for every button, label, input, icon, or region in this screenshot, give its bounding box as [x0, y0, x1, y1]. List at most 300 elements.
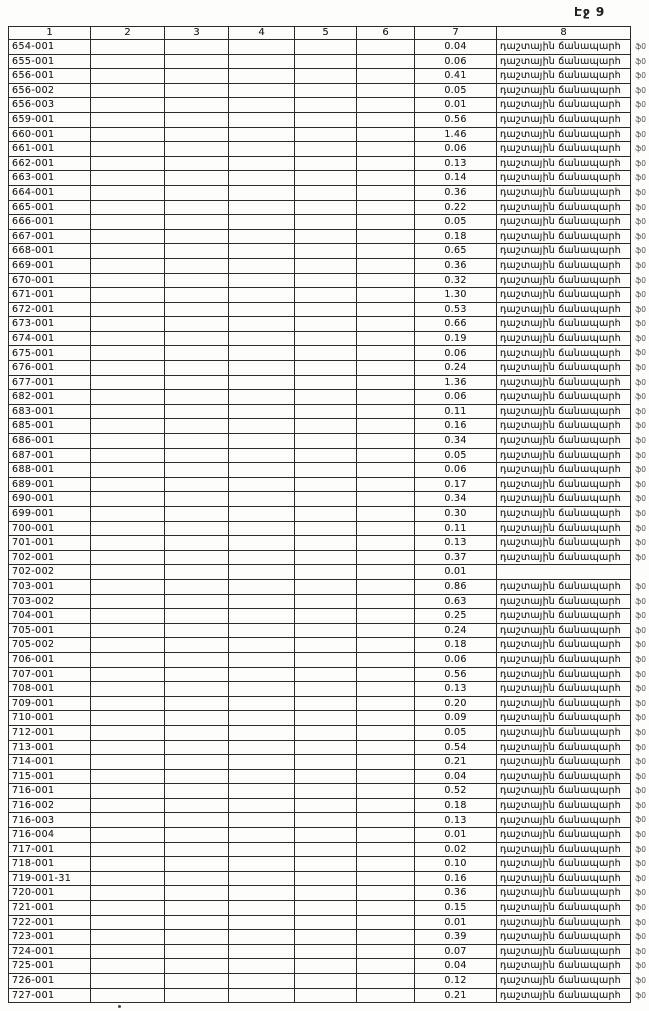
land-use-text: դաշտային ճանապարհ — [500, 551, 621, 563]
land-use-text: դաշտային ճանապարհ — [500, 157, 621, 169]
edge-mark: ֆ0 — [635, 129, 646, 139]
land-use-text: դաշտային ճանապարհ — [500, 756, 621, 768]
land-use-text: դաշտային ճանապարհ — [500, 41, 621, 53]
empty-cell — [165, 477, 229, 492]
land-use-cell — [497, 565, 631, 580]
land-use-cell — [497, 915, 646, 930]
land-use-cell — [497, 842, 646, 857]
empty-cell — [357, 915, 415, 930]
edge-mark: ֆ0 — [635, 727, 646, 737]
edge-mark: ֆ0 — [635, 494, 646, 504]
empty-cell — [295, 419, 357, 434]
empty-cell — [165, 302, 229, 317]
empty-cell — [91, 798, 165, 813]
table-row — [9, 346, 631, 361]
empty-cell — [165, 784, 229, 799]
land-use-cell — [497, 623, 646, 638]
parcel-code-cell: 713-001 — [9, 740, 91, 755]
table-row — [9, 813, 631, 828]
area-cell: 0.36 — [415, 258, 497, 273]
table-row — [9, 434, 631, 449]
table-row — [9, 725, 631, 740]
area-cell: 0.36 — [415, 185, 497, 200]
area-cell: 0.06 — [415, 346, 497, 361]
empty-cell — [165, 40, 229, 55]
edge-mark: ֆ0 — [635, 946, 646, 956]
empty-cell — [229, 463, 295, 478]
empty-cell — [295, 579, 357, 594]
land-use-cell — [497, 390, 646, 405]
table-row — [9, 609, 631, 624]
edge-mark: ֆ0 — [635, 202, 646, 212]
empty-cell — [357, 215, 415, 230]
table-row — [9, 550, 631, 565]
empty-cell — [165, 944, 229, 959]
edge-mark: ֆ0 — [635, 304, 646, 314]
empty-cell — [357, 331, 415, 346]
empty-cell — [165, 404, 229, 419]
land-use-cell — [497, 185, 646, 200]
empty-cell — [165, 112, 229, 127]
area-cell: 0.07 — [415, 944, 497, 959]
empty-cell — [357, 390, 415, 405]
empty-cell — [165, 98, 229, 113]
empty-cell — [357, 171, 415, 186]
area-cell: 0.86 — [415, 579, 497, 594]
table-row — [9, 682, 631, 697]
parcel-code-cell: 660-001 — [9, 127, 91, 142]
empty-cell — [91, 711, 165, 726]
area-cell: 0.24 — [415, 361, 497, 376]
empty-cell — [357, 857, 415, 872]
empty-cell — [165, 200, 229, 215]
area-cell: 0.06 — [415, 390, 497, 405]
empty-cell — [229, 974, 295, 989]
empty-cell — [295, 565, 357, 580]
empty-cell — [295, 536, 357, 551]
land-use-cell — [497, 215, 646, 230]
empty-cell — [229, 331, 295, 346]
table-row — [9, 944, 631, 959]
table-row — [9, 842, 631, 857]
land-use-text: դաշտային ճանապարհ — [500, 537, 621, 549]
edge-mark: ֆ0 — [635, 538, 646, 548]
column-header-5: 5 — [295, 27, 357, 40]
edge-mark: ֆ0 — [635, 56, 646, 66]
empty-cell — [357, 229, 415, 244]
land-use-text: դաշտային ճանապարհ — [500, 975, 621, 987]
land-use-text: դաշտային ճանապարհ — [500, 814, 621, 826]
empty-cell — [295, 769, 357, 784]
edge-mark: ֆ0 — [635, 917, 646, 927]
land-use-text: դաշտային ճանապարհ — [500, 274, 621, 286]
table-row — [9, 915, 631, 930]
land-use-text: դաշտային ճանապարհ — [500, 464, 621, 476]
area-cell: 0.05 — [415, 215, 497, 230]
empty-cell — [91, 434, 165, 449]
area-cell: 0.36 — [415, 886, 497, 901]
land-use-text: դաշտային ճանապարհ — [500, 639, 621, 651]
empty-cell — [295, 156, 357, 171]
empty-cell — [295, 404, 357, 419]
empty-cell — [165, 258, 229, 273]
edge-mark: ֆ0 — [635, 260, 646, 270]
page-number: Էջ 9 — [574, 5, 606, 19]
empty-cell — [229, 901, 295, 916]
empty-cell — [295, 901, 357, 916]
table-row — [9, 740, 631, 755]
empty-cell — [229, 944, 295, 959]
land-use-text: դաշտային ճանապարհ — [500, 581, 621, 593]
empty-cell — [357, 185, 415, 200]
land-use-text: դաշտային ճանապարհ — [500, 493, 621, 505]
empty-cell — [295, 98, 357, 113]
area-cell: 0.13 — [415, 536, 497, 551]
parcel-code-cell: 656-003 — [9, 98, 91, 113]
edge-mark: ֆ0 — [635, 552, 646, 562]
parcel-code-cell: 677-001 — [9, 375, 91, 390]
area-cell: 0.20 — [415, 696, 497, 711]
land-use-cell — [497, 579, 646, 594]
edge-mark: ֆ0 — [635, 698, 646, 708]
land-use-cell — [497, 69, 646, 84]
empty-cell — [357, 930, 415, 945]
empty-cell — [165, 288, 229, 303]
parcel-code-cell: 719-001-31 — [9, 871, 91, 886]
table-row — [9, 828, 631, 843]
empty-cell — [295, 492, 357, 507]
table-row — [9, 463, 631, 478]
area-cell: 0.65 — [415, 244, 497, 259]
edge-mark: ֆ0 — [635, 669, 646, 679]
land-use-text: դաշտային ճանապարհ — [500, 668, 621, 680]
empty-cell — [91, 448, 165, 463]
empty-cell — [229, 696, 295, 711]
empty-cell — [91, 142, 165, 157]
parcel-code-cell: 687-001 — [9, 448, 91, 463]
land-use-text: դաշտային ճանապարհ — [500, 128, 621, 140]
empty-cell — [357, 463, 415, 478]
empty-cell — [165, 901, 229, 916]
area-cell: 0.06 — [415, 652, 497, 667]
area-cell: 0.12 — [415, 974, 497, 989]
area-cell: 0.17 — [415, 477, 497, 492]
land-use-text: դաշտային ճանապարհ — [500, 712, 621, 724]
column-header-8: 8 — [497, 27, 631, 40]
empty-cell — [357, 244, 415, 259]
table-row — [9, 404, 631, 419]
area-cell: 0.66 — [415, 317, 497, 332]
empty-cell — [229, 69, 295, 84]
parcel-code-cell: 662-001 — [9, 156, 91, 171]
land-use-text: դաշտային ճանապարհ — [500, 99, 621, 111]
empty-cell — [229, 317, 295, 332]
parcel-code-cell: 671-001 — [9, 288, 91, 303]
empty-cell — [357, 813, 415, 828]
table-row — [9, 974, 631, 989]
table-row — [9, 361, 631, 376]
edge-mark: ֆ0 — [635, 800, 646, 810]
table-row — [9, 521, 631, 536]
parcel-code-cell: 672-001 — [9, 302, 91, 317]
empty-cell — [229, 755, 295, 770]
empty-cell — [91, 215, 165, 230]
empty-cell — [295, 974, 357, 989]
empty-cell — [165, 769, 229, 784]
land-use-cell — [497, 682, 646, 697]
land-use-text: դաշտային ճանապարհ — [500, 216, 621, 228]
empty-cell — [165, 434, 229, 449]
empty-cell — [165, 594, 229, 609]
empty-cell — [165, 638, 229, 653]
empty-cell — [357, 127, 415, 142]
empty-cell — [229, 390, 295, 405]
table-row — [9, 127, 631, 142]
empty-cell — [357, 828, 415, 843]
table-row — [9, 857, 631, 872]
edge-mark: ֆ0 — [635, 654, 646, 664]
table-row — [9, 536, 631, 551]
land-use-cell — [497, 784, 646, 799]
edge-mark: ֆ0 — [635, 713, 646, 723]
table-row — [9, 871, 631, 886]
land-use-text: դաշտային ճանապարհ — [500, 362, 621, 374]
empty-cell — [91, 988, 165, 1003]
empty-cell — [357, 579, 415, 594]
land-use-text: դաշտային ճանապարհ — [500, 508, 621, 520]
edge-mark: ֆ0 — [635, 581, 646, 591]
empty-cell — [165, 536, 229, 551]
land-use-cell — [497, 725, 646, 740]
edge-mark: ֆ0 — [635, 436, 646, 446]
parcel-code-cell: 708-001 — [9, 682, 91, 697]
parcel-code-cell: 663-001 — [9, 171, 91, 186]
empty-cell — [229, 258, 295, 273]
empty-cell — [295, 813, 357, 828]
table-row — [9, 390, 631, 405]
empty-cell — [91, 258, 165, 273]
empty-cell — [91, 331, 165, 346]
land-use-text: դաշտային ճանապարհ — [500, 960, 621, 972]
parcel-code-cell: 703-001 — [9, 579, 91, 594]
edge-mark: ֆ0 — [635, 333, 646, 343]
land-use-cell — [497, 404, 646, 419]
parcel-table — [8, 26, 646, 1003]
area-cell: 0.56 — [415, 112, 497, 127]
empty-cell — [229, 609, 295, 624]
empty-cell — [295, 550, 357, 565]
table-row — [9, 579, 631, 594]
empty-cell — [91, 682, 165, 697]
edge-mark: ֆ0 — [635, 363, 646, 373]
parcel-code-cell: 676-001 — [9, 361, 91, 376]
land-use-cell — [497, 463, 646, 478]
land-use-cell — [497, 696, 646, 711]
land-use-cell — [497, 988, 646, 1003]
edge-mark: ֆ0 — [635, 392, 646, 402]
empty-cell — [165, 828, 229, 843]
empty-cell — [229, 594, 295, 609]
empty-cell — [229, 507, 295, 522]
land-use-text: դաշտային ճանապարհ — [500, 332, 621, 344]
empty-cell — [357, 346, 415, 361]
empty-cell — [229, 54, 295, 69]
empty-cell — [295, 69, 357, 84]
empty-cell — [91, 83, 165, 98]
empty-cell — [91, 98, 165, 113]
column-header-2: 2 — [91, 27, 165, 40]
empty-cell — [165, 667, 229, 682]
empty-cell — [165, 725, 229, 740]
empty-cell — [165, 331, 229, 346]
empty-cell — [165, 798, 229, 813]
parcel-code-cell: 688-001 — [9, 463, 91, 478]
land-use-cell — [497, 112, 646, 127]
empty-cell — [295, 83, 357, 98]
empty-cell — [357, 842, 415, 857]
empty-cell — [295, 944, 357, 959]
land-use-text: դաշտային ճանապարհ — [500, 653, 621, 665]
edge-mark: ֆ0 — [635, 231, 646, 241]
edge-mark: ֆ0 — [635, 71, 646, 81]
edge-mark: ֆ0 — [635, 319, 646, 329]
edge-mark: ֆ0 — [635, 100, 646, 110]
land-use-cell — [497, 477, 646, 492]
empty-cell — [229, 959, 295, 974]
table-row — [9, 288, 631, 303]
empty-cell — [165, 652, 229, 667]
edge-mark: ֆ0 — [635, 217, 646, 227]
empty-cell — [91, 579, 165, 594]
edge-mark: ֆ0 — [635, 903, 646, 913]
land-use-cell — [497, 273, 646, 288]
empty-cell — [91, 244, 165, 259]
empty-cell — [91, 200, 165, 215]
empty-cell — [165, 579, 229, 594]
empty-cell — [357, 404, 415, 419]
empty-cell — [165, 215, 229, 230]
empty-cell — [229, 784, 295, 799]
empty-cell — [295, 988, 357, 1003]
edge-mark: ֆ0 — [635, 596, 646, 606]
empty-cell — [91, 127, 165, 142]
area-cell: 0.09 — [415, 711, 497, 726]
empty-cell — [295, 857, 357, 872]
empty-cell — [165, 54, 229, 69]
table-row — [9, 156, 631, 171]
land-use-cell — [497, 652, 646, 667]
edge-mark: ֆ0 — [635, 509, 646, 518]
empty-cell — [295, 477, 357, 492]
empty-cell — [165, 842, 229, 857]
parcel-code-cell: 705-002 — [9, 638, 91, 653]
edge-mark: ֆ0 — [635, 830, 646, 840]
land-use-cell — [497, 142, 646, 157]
parcel-code-cell: 683-001 — [9, 404, 91, 419]
empty-cell — [357, 258, 415, 273]
empty-cell — [295, 317, 357, 332]
empty-cell — [91, 40, 165, 55]
parcel-code-cell: 673-001 — [9, 317, 91, 332]
table-row — [9, 142, 631, 157]
empty-cell — [229, 857, 295, 872]
column-header-7: 7 — [415, 27, 497, 40]
land-use-cell — [497, 798, 646, 813]
edge-mark: ֆ0 — [635, 990, 646, 1000]
empty-cell — [357, 54, 415, 69]
land-use-text: դաշտային ճանապարհ — [500, 624, 621, 636]
empty-cell — [295, 828, 357, 843]
area-cell: 0.18 — [415, 229, 497, 244]
empty-cell — [295, 273, 357, 288]
empty-cell — [91, 69, 165, 84]
empty-cell — [165, 419, 229, 434]
edge-mark: ֆ0 — [635, 844, 646, 854]
parcel-code-cell: 705-001 — [9, 623, 91, 638]
parcel-code-cell: 661-001 — [9, 142, 91, 157]
table-row — [9, 492, 631, 507]
empty-cell — [295, 448, 357, 463]
parcel-code-cell: 712-001 — [9, 725, 91, 740]
land-use-cell — [497, 448, 646, 463]
empty-cell — [91, 915, 165, 930]
empty-cell — [357, 317, 415, 332]
land-use-cell — [497, 54, 646, 69]
parcel-code-cell: 670-001 — [9, 273, 91, 288]
empty-cell — [357, 477, 415, 492]
empty-cell — [357, 901, 415, 916]
area-cell: 0.63 — [415, 594, 497, 609]
parcel-code-cell: 685-001 — [9, 419, 91, 434]
empty-cell — [295, 915, 357, 930]
land-use-cell — [497, 667, 646, 682]
empty-cell — [295, 959, 357, 974]
empty-cell — [229, 682, 295, 697]
empty-cell — [229, 83, 295, 98]
parcel-code-cell: 700-001 — [9, 521, 91, 536]
empty-cell — [91, 769, 165, 784]
table-row — [9, 959, 631, 974]
empty-cell — [229, 419, 295, 434]
land-use-text: դաշտային ճանապարհ — [500, 770, 621, 782]
empty-cell — [229, 579, 295, 594]
empty-cell — [229, 652, 295, 667]
table-row — [9, 886, 631, 901]
table-row — [9, 477, 631, 492]
land-use-cell — [497, 813, 646, 828]
empty-cell — [295, 711, 357, 726]
area-cell: 0.02 — [415, 842, 497, 857]
parcel-code-cell: 656-001 — [9, 69, 91, 84]
table-row — [9, 711, 631, 726]
empty-cell — [229, 98, 295, 113]
table-row — [9, 930, 631, 945]
edge-mark: ֆ0 — [635, 275, 646, 285]
land-use-cell — [497, 609, 646, 624]
empty-cell — [165, 69, 229, 84]
land-use-text: դաշտային ճանապարհ — [500, 405, 621, 417]
parcel-code-cell: 709-001 — [9, 696, 91, 711]
empty-cell — [91, 594, 165, 609]
land-use-cell — [497, 229, 646, 244]
parcel-code-cell: 668-001 — [9, 244, 91, 259]
empty-cell — [165, 550, 229, 565]
empty-cell — [357, 594, 415, 609]
area-cell: 0.22 — [415, 200, 497, 215]
table-row — [9, 244, 631, 259]
area-cell: 0.34 — [415, 492, 497, 507]
empty-cell — [165, 142, 229, 157]
